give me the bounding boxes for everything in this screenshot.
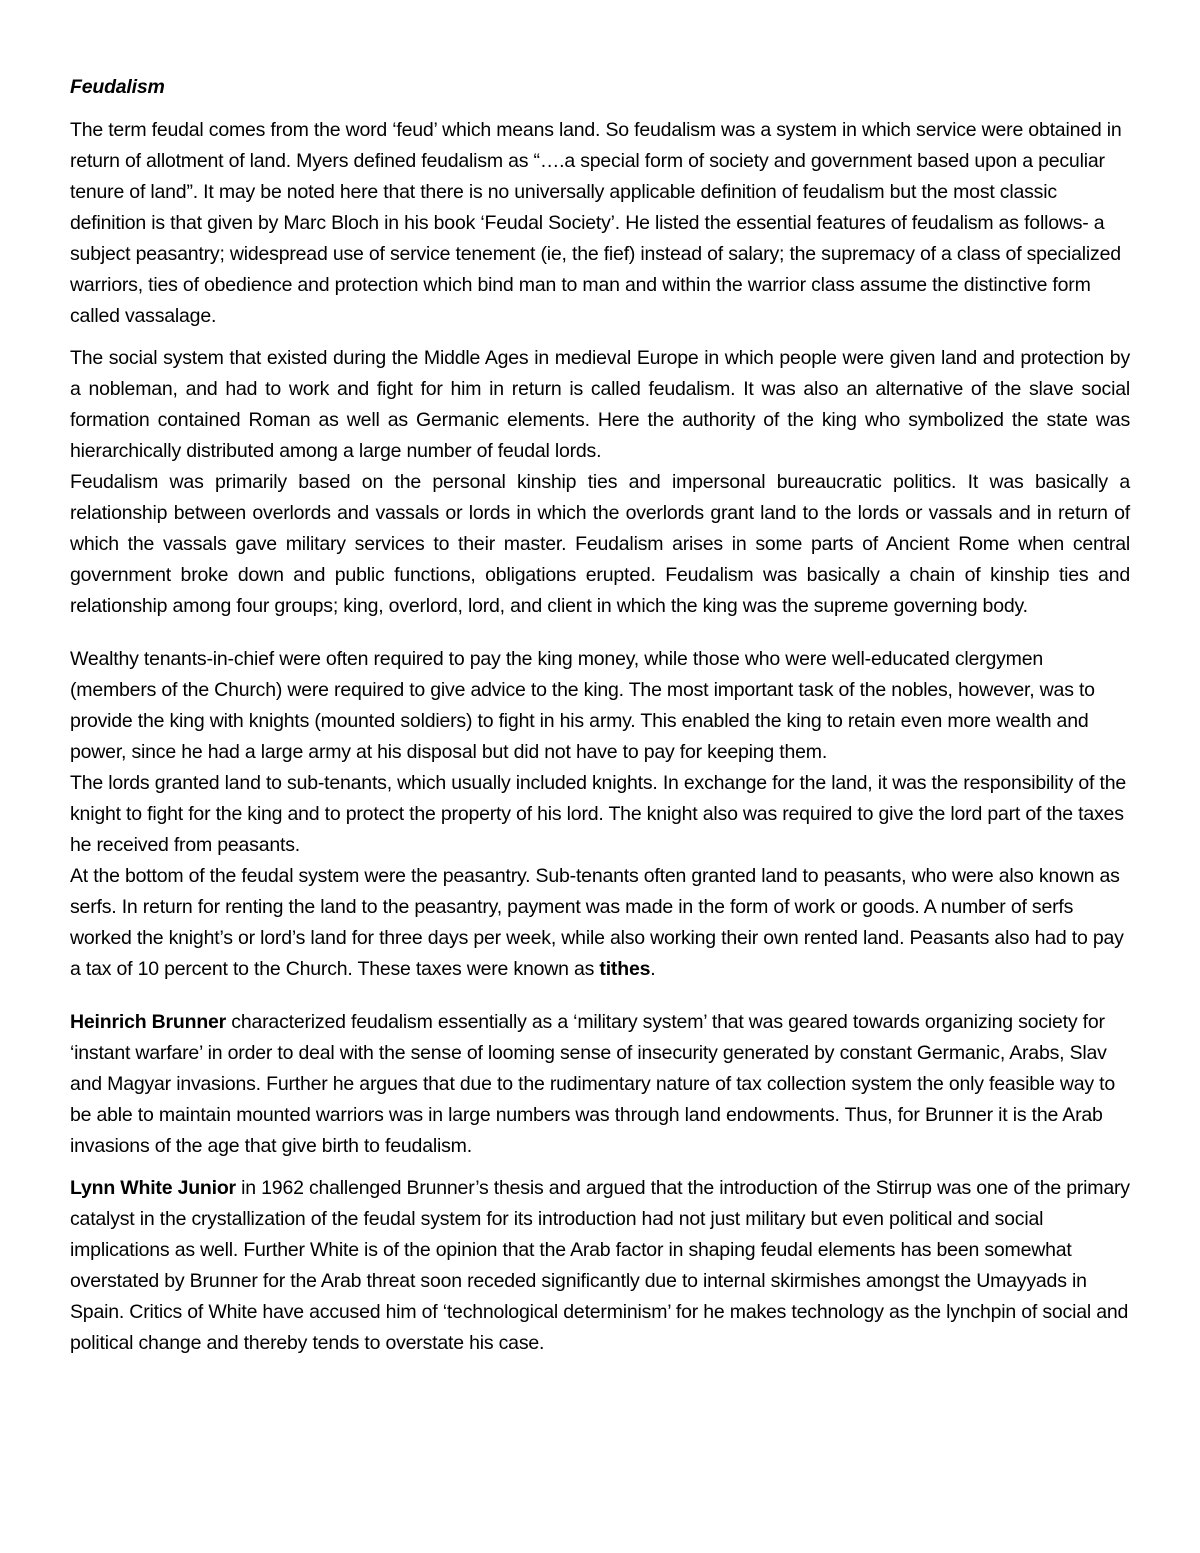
paragraph-kinship-ties: Feudalism was primarily based on the personal kinship ties and impersonal bureaucratic politics. It was basically a relationship between overlords and vassals or lords in which the overlords grant land to the lords or vassals and in return of which the vassals gave military services to their master. Feudalism arises in some parts of Ancient Rome when central government broke down and public functions, obligations erupted. Feudalism was basically a chain of kinship ties and relationship among four groups; king, overlord, lord, and client in which the king was the supreme governing body. (70, 471, 1130, 617)
peasantry-text: At the bottom of the feudal system were the peasantry. Sub-tenants often granted land to peasants, who were also known as serfs. In return for renting the land to the peasantry, payment was made in the form of work or goods. A number of serfs worked the knight’s or lord’s land for three days per week, while also working their own rented land. Peasants also had to pay a tax of 10 percent to the Church. These taxes were known as (70, 865, 1124, 980)
paragraph-white (70, 1173, 1130, 1359)
tithes-term: tithes (599, 958, 651, 980)
paragraph-sub-tenants: The lords granted land to sub-tenants, which usually included knights. In exchange for the land, it was the responsibility of the knight to fight for the king and to protect the property of his lord. The knight also was required to give the lord part of the taxes he received from peasants. (70, 772, 1127, 856)
brunner-name: Heinrich Brunner (70, 1011, 227, 1033)
peasantry-end: . (650, 958, 656, 980)
paragraph-tenants-in-chief: Wealthy tenants-in-chief were often required to pay the king money, while those who were well-educated clergymen (members of the Church) were required to give advice to the king. The most important task of the nobles, however, was to provide the king with knights (mounted soldiers) to fight in his army. This enabled the king to retain even more wealth and power, since he had a large army at his disposal but did not have to pay for keeping them. (70, 648, 1095, 763)
paragraph-brunner (70, 1007, 1130, 1162)
paragraph-peasantry (70, 861, 1130, 985)
document-page (70, 72, 1130, 1359)
brunner-text: characterized feudalism essentially as a ‘military system’ that was geared towards organizing society for ‘instant warfare’ in order to deal with the sense of looming sense of insecurity generated by constant Germanic, Arabs, Slav and Magyar invasions. Further he argues that due to the rudimentary nature of tax collection system the only feasible way to be able to maintain mounted warriors was in large numbers was through land endowments. Thus, for Brunner it is the Arab invasions of the age that give birth to feudalism. (70, 1011, 1116, 1157)
document-title: Feudalism (70, 76, 165, 98)
paragraph-definition: The term feudal comes from the word ‘feud’ which means land. So feudalism was a system in which service were obtained in return of allotment of land. Myers defined feudalism as “….a special form of society and government based upon a peculiar tenure of land”. It may be noted here that there is no universally applicable definition of feudalism but the most classic definition is that given by Marc Bloch in his book ‘Feudal Society’. He listed the essential features of feudalism as follows- a subject peasantry; widespread use of service tenement (ie, the fief) instead of salary; the supremacy of a class of specialized warriors, ties of obedience and protection which bind man to man and within the warrior class assume the distinctive form called vassalage. (70, 119, 1122, 327)
white-name: Lynn White Junior (70, 1177, 236, 1199)
white-text: in 1962 challenged Brunner’s thesis and argued that the introduction of the Stirrup was one of the primary catalyst in the crystallization of the feudal system for its introduction had not just military but even political and social implications as well. Further White is of the opinion that the Arab factor in shaping feudal elements has been somewhat overstated by Brunner for the Arab threat soon receded significantly due to internal skirmishes amongst the Umayyads in Spain. Critics of White have accused him of ‘technological determinism’ for he makes technology as the lynchpin of social and political change and thereby tends to overstate his case. (70, 1177, 1130, 1354)
paragraph-social-system: The social system that existed during the Middle Ages in medieval Europe in which people were given land and protection by a nobleman, and had to work and fight for him in return is called feudalism. It was also an alternative of the slave social formation contained Roman as well as Germanic elements. Here the authority of the king who symbolized the state was hierarchically distributed among a large number of feudal lords. (70, 347, 1130, 462)
